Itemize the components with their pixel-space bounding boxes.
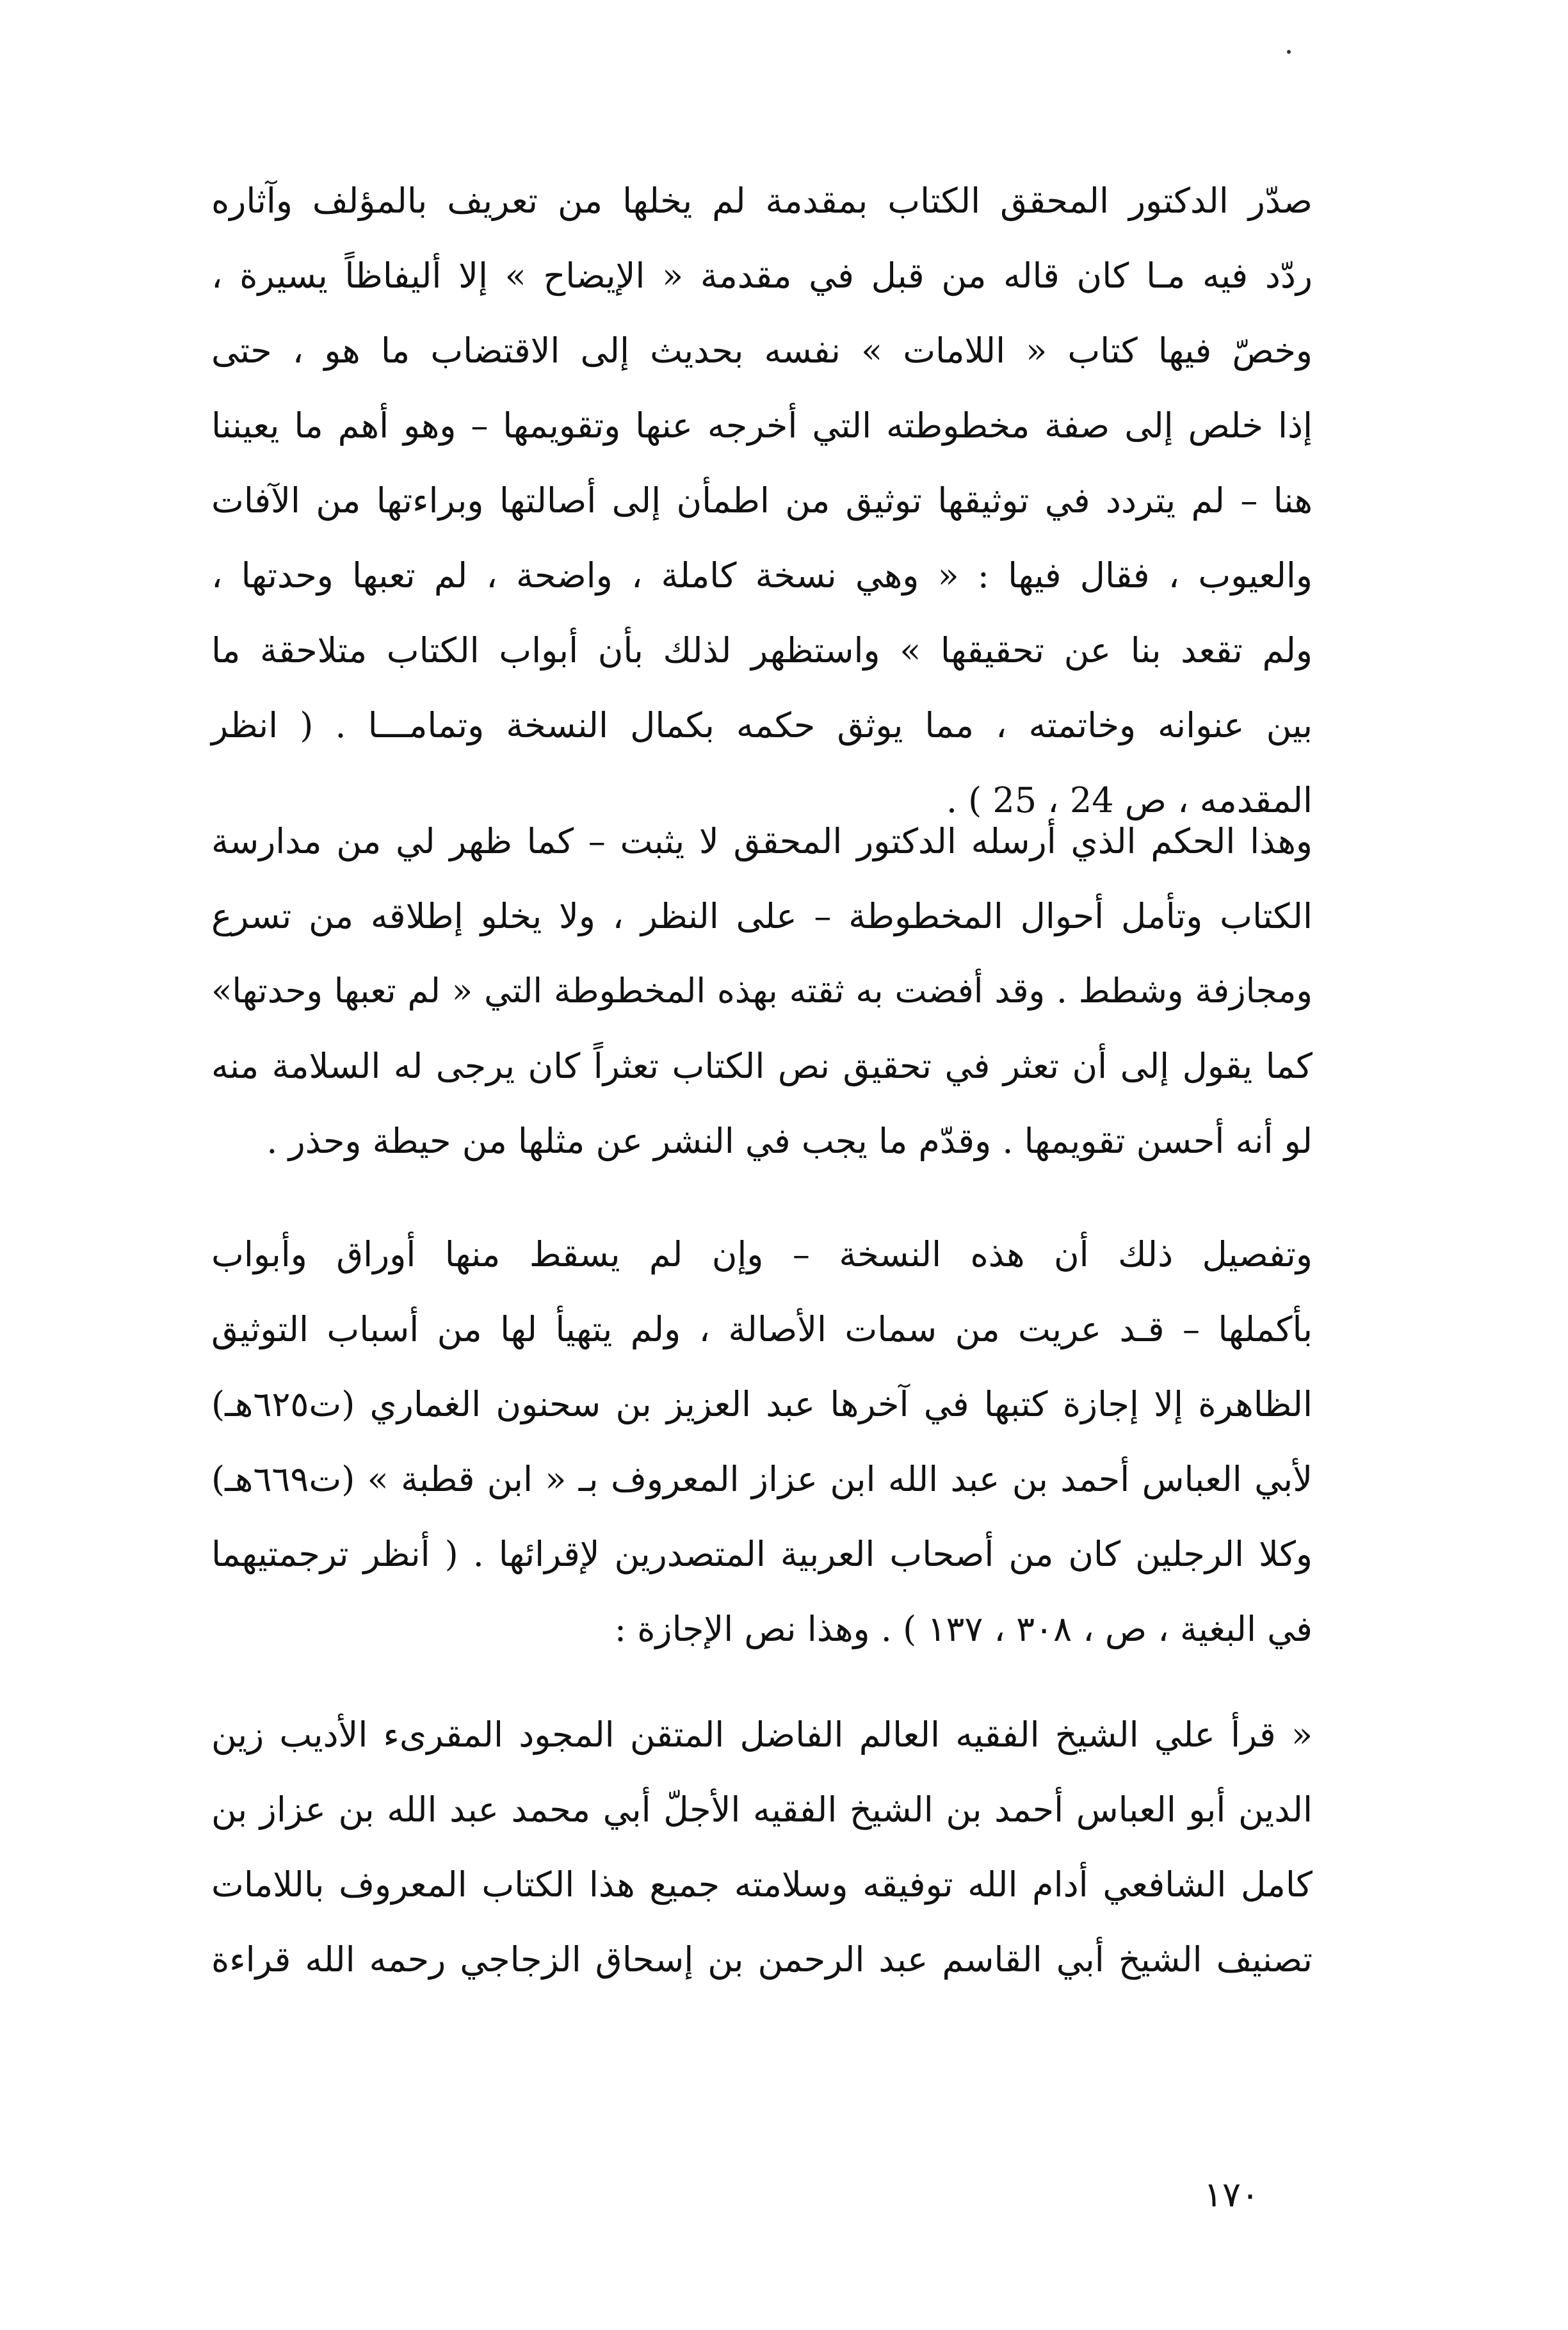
paragraph-line: ردّد فيه مـا كان قاله من قبل في مقدمة « الإيضاح » إلا أليفاظاً يسيرة ، [211, 256, 1313, 296]
paragraph-line: ولم تقعد بنا عن تحقيقها » واستظهر لذلك بأن أبواب الكتاب متلاحقة ما [211, 630, 1313, 671]
page-number: ١٧٠ [1204, 2174, 1260, 2215]
paragraph-line: بأكملها – قـد عريت من سمات الأصالة ، ولم يتهيأ لها من أسباب التوثيق [211, 1309, 1313, 1349]
paragraph-line: المقدمه ، ص 24 ، 25 ) . [946, 780, 1313, 820]
paragraph-line: هنا – لم يتردد في توثيقها توثيق من اطمأن إلى أصالتها وبراءتها من الآفات [211, 480, 1313, 521]
paragraph-4 [211, 1697, 1313, 1997]
paragraph-line: تصنيف الشيخ أبي القاسم عبد الرحمن بن إسحاق الزجاجي رحمه الله قراءة [211, 1939, 1313, 1980]
paragraph-line: الدين أبو العباس أحمد بن الشيخ الفقيه الأجلّ أبي محمد عبد الله بن عزاز بن [211, 1789, 1313, 1830]
paragraph-line: وتفصيل ذلك أن هذه النسخة – وإن لم يسقط منها أوراق وأبواب [211, 1234, 1313, 1275]
paragraph-line: وكلا الرجلين كان من أصحاب العربية المتصدرين لإقرائها . ( أنظر ترجمتيهما [211, 1534, 1313, 1574]
paragraph-line: بين عنوانه وخاتمته ، مما يوثق حكمه بكمال النسخة وتمامـــا . ( انظر [211, 705, 1313, 745]
paragraph-line: وخصّ فيها كتاب « اللامات » نفسه بحديث إلى الاقتضاب ما هو ، حتى [211, 330, 1313, 371]
paragraph-line: لأبي العباس أحمد بن عبد الله ابن عزاز المعروف بـ « ابن قطبة » (ت٦٦٩هـ) [211, 1459, 1313, 1499]
paragraph-line: الكتاب وتأمل أحوال المخطوطة – على النظر ، ولا يخلو إطلاقه من تسرع [211, 896, 1313, 936]
page-dot-mark [1287, 50, 1291, 54]
paragraph-line: كما يقول إلى أن تعثر في تحقيق نص الكتاب تعثراً كان يرجى له السلامة منه [211, 1046, 1313, 1086]
paragraph-3 [211, 1217, 1313, 1666]
paragraph-line: إذا خلص إلى صفة مخطوطته التي أخرجه عنها وتقويمها – وهو أهم ما يعيننا [211, 405, 1313, 446]
paragraph-line: « قرأ علي الشيخ الفقيه العالم الفاضل المتقن المجود المقرىء الأديب زين [211, 1715, 1313, 1755]
paragraph-line: كامل الشافعي أدام الله توفيقه وسلامته جميع هذا الكتاب المعروف باللامات [211, 1864, 1313, 1905]
paragraph-2 [211, 804, 1313, 1178]
paragraph-line: لو أنه أحسن تقويمها . وقدّم ما يجب في النشر عن مثلها من حيطة وحذر . [266, 1121, 1313, 1161]
paragraph-line: وهذا الحكم الذي أرسله الدكتور المحقق لا يثبت – كما ظهر لي من مدارسة [211, 821, 1313, 861]
paragraph-line: الظاهرة إلا إجازة كتبها في آخرها عبد العزيز بن سحنون الغماري (ت٦٢٥هـ) [211, 1384, 1313, 1424]
paragraph-line: صدّر الدكتور المحقق الكتاب بمقدمة لم يخلها من تعريف بالمؤلف وآثاره [211, 181, 1313, 221]
paragraph-1 [211, 163, 1313, 838]
paragraph-line: والعيوب ، فقال فيها : « وهي نسخة كاملة ، واضحة ، لم تعبها وحدتها ، [211, 555, 1313, 596]
paragraph-line: ومجازفة وشطط . وقد أفضت به ثقته بهذه المخطوطة التي « لم تعبها وحدتها» [211, 972, 1313, 1011]
paragraph-line: في البغية ، ص ، ٣٠٨ ، ١٣٧ ) . وهذا نص الإجازة : [614, 1609, 1313, 1649]
